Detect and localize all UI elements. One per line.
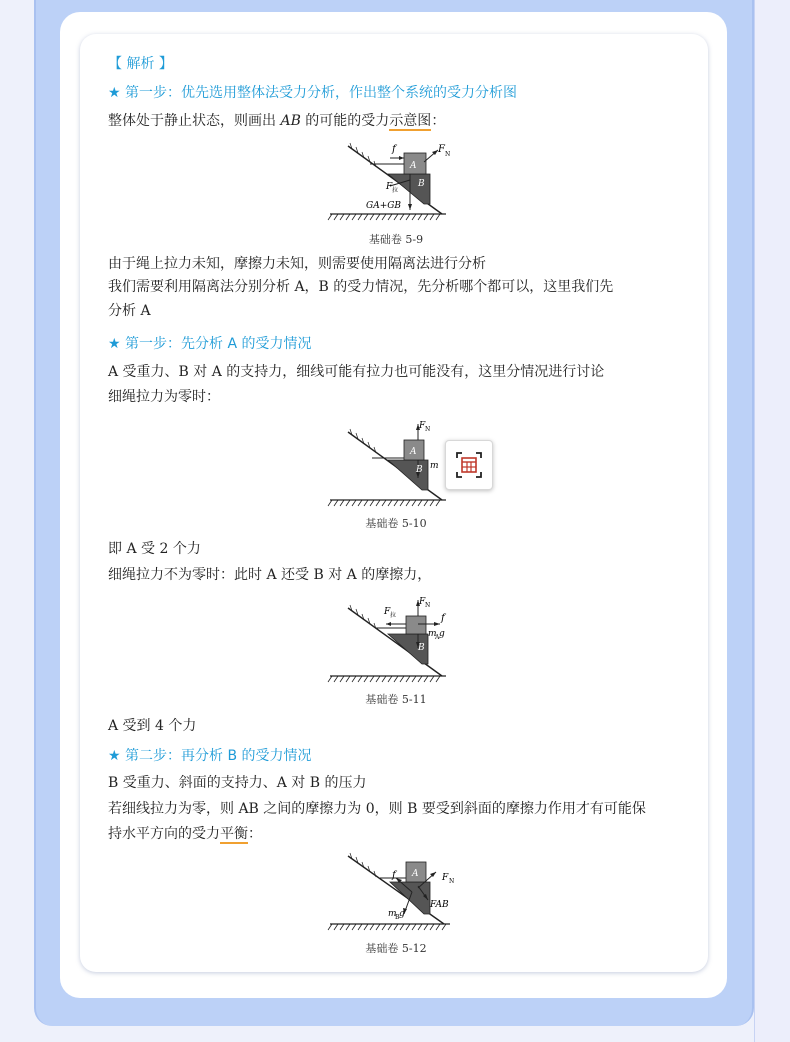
para5-line1: B 受重力、斜面的支持力、A 对 B 的压力: [108, 775, 367, 791]
fig4-label-a: A: [412, 869, 419, 879]
step1-text-ab: AB: [280, 113, 301, 129]
fig1-label-fn: F: [438, 144, 445, 155]
fig4-caption: 基础卷 5-12: [365, 942, 427, 955]
fig2-caption: 基础卷 5-10: [365, 517, 427, 530]
step1-text-a: 整体处于静止状态，则画出: [108, 113, 281, 129]
step2-title: ★ 第二步：再分析 B 的受力情况: [108, 748, 312, 764]
fig3-label-fn-sub: N: [425, 602, 431, 609]
fig3-label-mg: m: [428, 629, 437, 639]
para5-line2: 若细线拉力为零，则 AB 之间的摩擦力为 0，则 B 要受到斜面的摩擦力作用才有可能保: [108, 801, 646, 817]
para5-line3-a: 持水平方向的受力: [108, 826, 220, 842]
para5-line3: [108, 824, 262, 844]
fig4-label-mg-sub: B: [395, 914, 400, 921]
table-scan-icon: [455, 451, 483, 479]
para4-line1: A 受到 4 个力: [108, 718, 197, 734]
figure-5-11: [326, 594, 450, 684]
fig3-caption: 基础卷 5-11: [365, 693, 427, 706]
fig2-label-m: m: [430, 461, 439, 471]
fig1-caption: 基础卷 5-9: [368, 233, 424, 246]
para3-line2: 细绳拉力不为零时：此时 A 还受 B 对 A 的摩擦力，: [108, 567, 432, 583]
fig1-label-b: B: [418, 179, 425, 189]
fig4-label-fab: FAB: [430, 900, 449, 910]
fig1-label-fla-sub: 拉: [392, 187, 399, 194]
fig3-label-fla: F: [384, 607, 391, 617]
fig4-label-fn-sub: N: [449, 878, 455, 885]
fig1-label-a: A: [410, 161, 417, 171]
para1-line1: 由于绳上拉力未知，摩擦力未知，则需要使用隔离法进行分析: [108, 256, 486, 272]
fig3-label-g: g: [439, 629, 445, 639]
fig3-label-fn: F: [419, 597, 426, 607]
fig2-label-fn: F: [419, 421, 426, 431]
step1-text-c: ：: [431, 113, 446, 129]
fig4-label-f: f: [392, 870, 396, 881]
fig3-label-b: B: [418, 643, 425, 653]
fig4-label-g: g: [399, 909, 405, 919]
figure-5-10: [326, 418, 450, 508]
para5-line3-b: ：: [248, 826, 262, 842]
fig1-label-g: GA+GB: [366, 201, 402, 211]
fig1-label-fn-sub: N: [445, 151, 450, 158]
fig3-label-fla-sub: 拉: [390, 612, 397, 619]
fig1-label-f: f: [392, 144, 396, 155]
step1-text-underlined: 示意图: [389, 113, 432, 129]
fig4-label-fn: F: [442, 873, 449, 883]
para5-line3-underlined: 平衡: [220, 826, 248, 842]
table-scan-button[interactable]: [445, 440, 493, 490]
step1b-title: ★ 第一步：先分析 A 的受力情况: [108, 336, 312, 352]
para1-line2: 我们需要利用隔离法分别分析 A，B 的受力情况，先分析哪个都可以，这里我们先: [108, 279, 614, 295]
fig1-label-fla: F: [386, 182, 393, 192]
fig3-label-mg-sub: A: [435, 634, 440, 641]
para1-line3: 分析 A: [108, 303, 151, 319]
figure-5-12: [326, 852, 460, 932]
step1-text-b: 的可能的受力: [300, 113, 390, 129]
para3-line1: 即 A 受 2 个力: [108, 541, 201, 557]
fig2-label-fn-sub: N: [425, 426, 431, 433]
analysis-tag: 【 解析 】: [108, 56, 173, 72]
para2-line2: 细绳拉力为零时：: [108, 389, 220, 405]
step1-text: [108, 111, 445, 131]
figure-5-9: [326, 140, 450, 224]
scrollbar-track[interactable]: [754, 0, 790, 1042]
fig2-label-a: A: [410, 447, 417, 457]
para2-line1: A 受重力、B 对 A 的支持力，细线可能有拉力也可能没有，这里分情况进行讨论: [108, 364, 605, 380]
fig3-label-f: f: [441, 613, 445, 624]
fig4-label-mg: m: [388, 909, 397, 919]
step1-title: ★ 第一步：优先选用整体法受力分析，作出整个系统的受力分析图: [108, 85, 517, 101]
fig2-label-b: B: [416, 465, 423, 475]
